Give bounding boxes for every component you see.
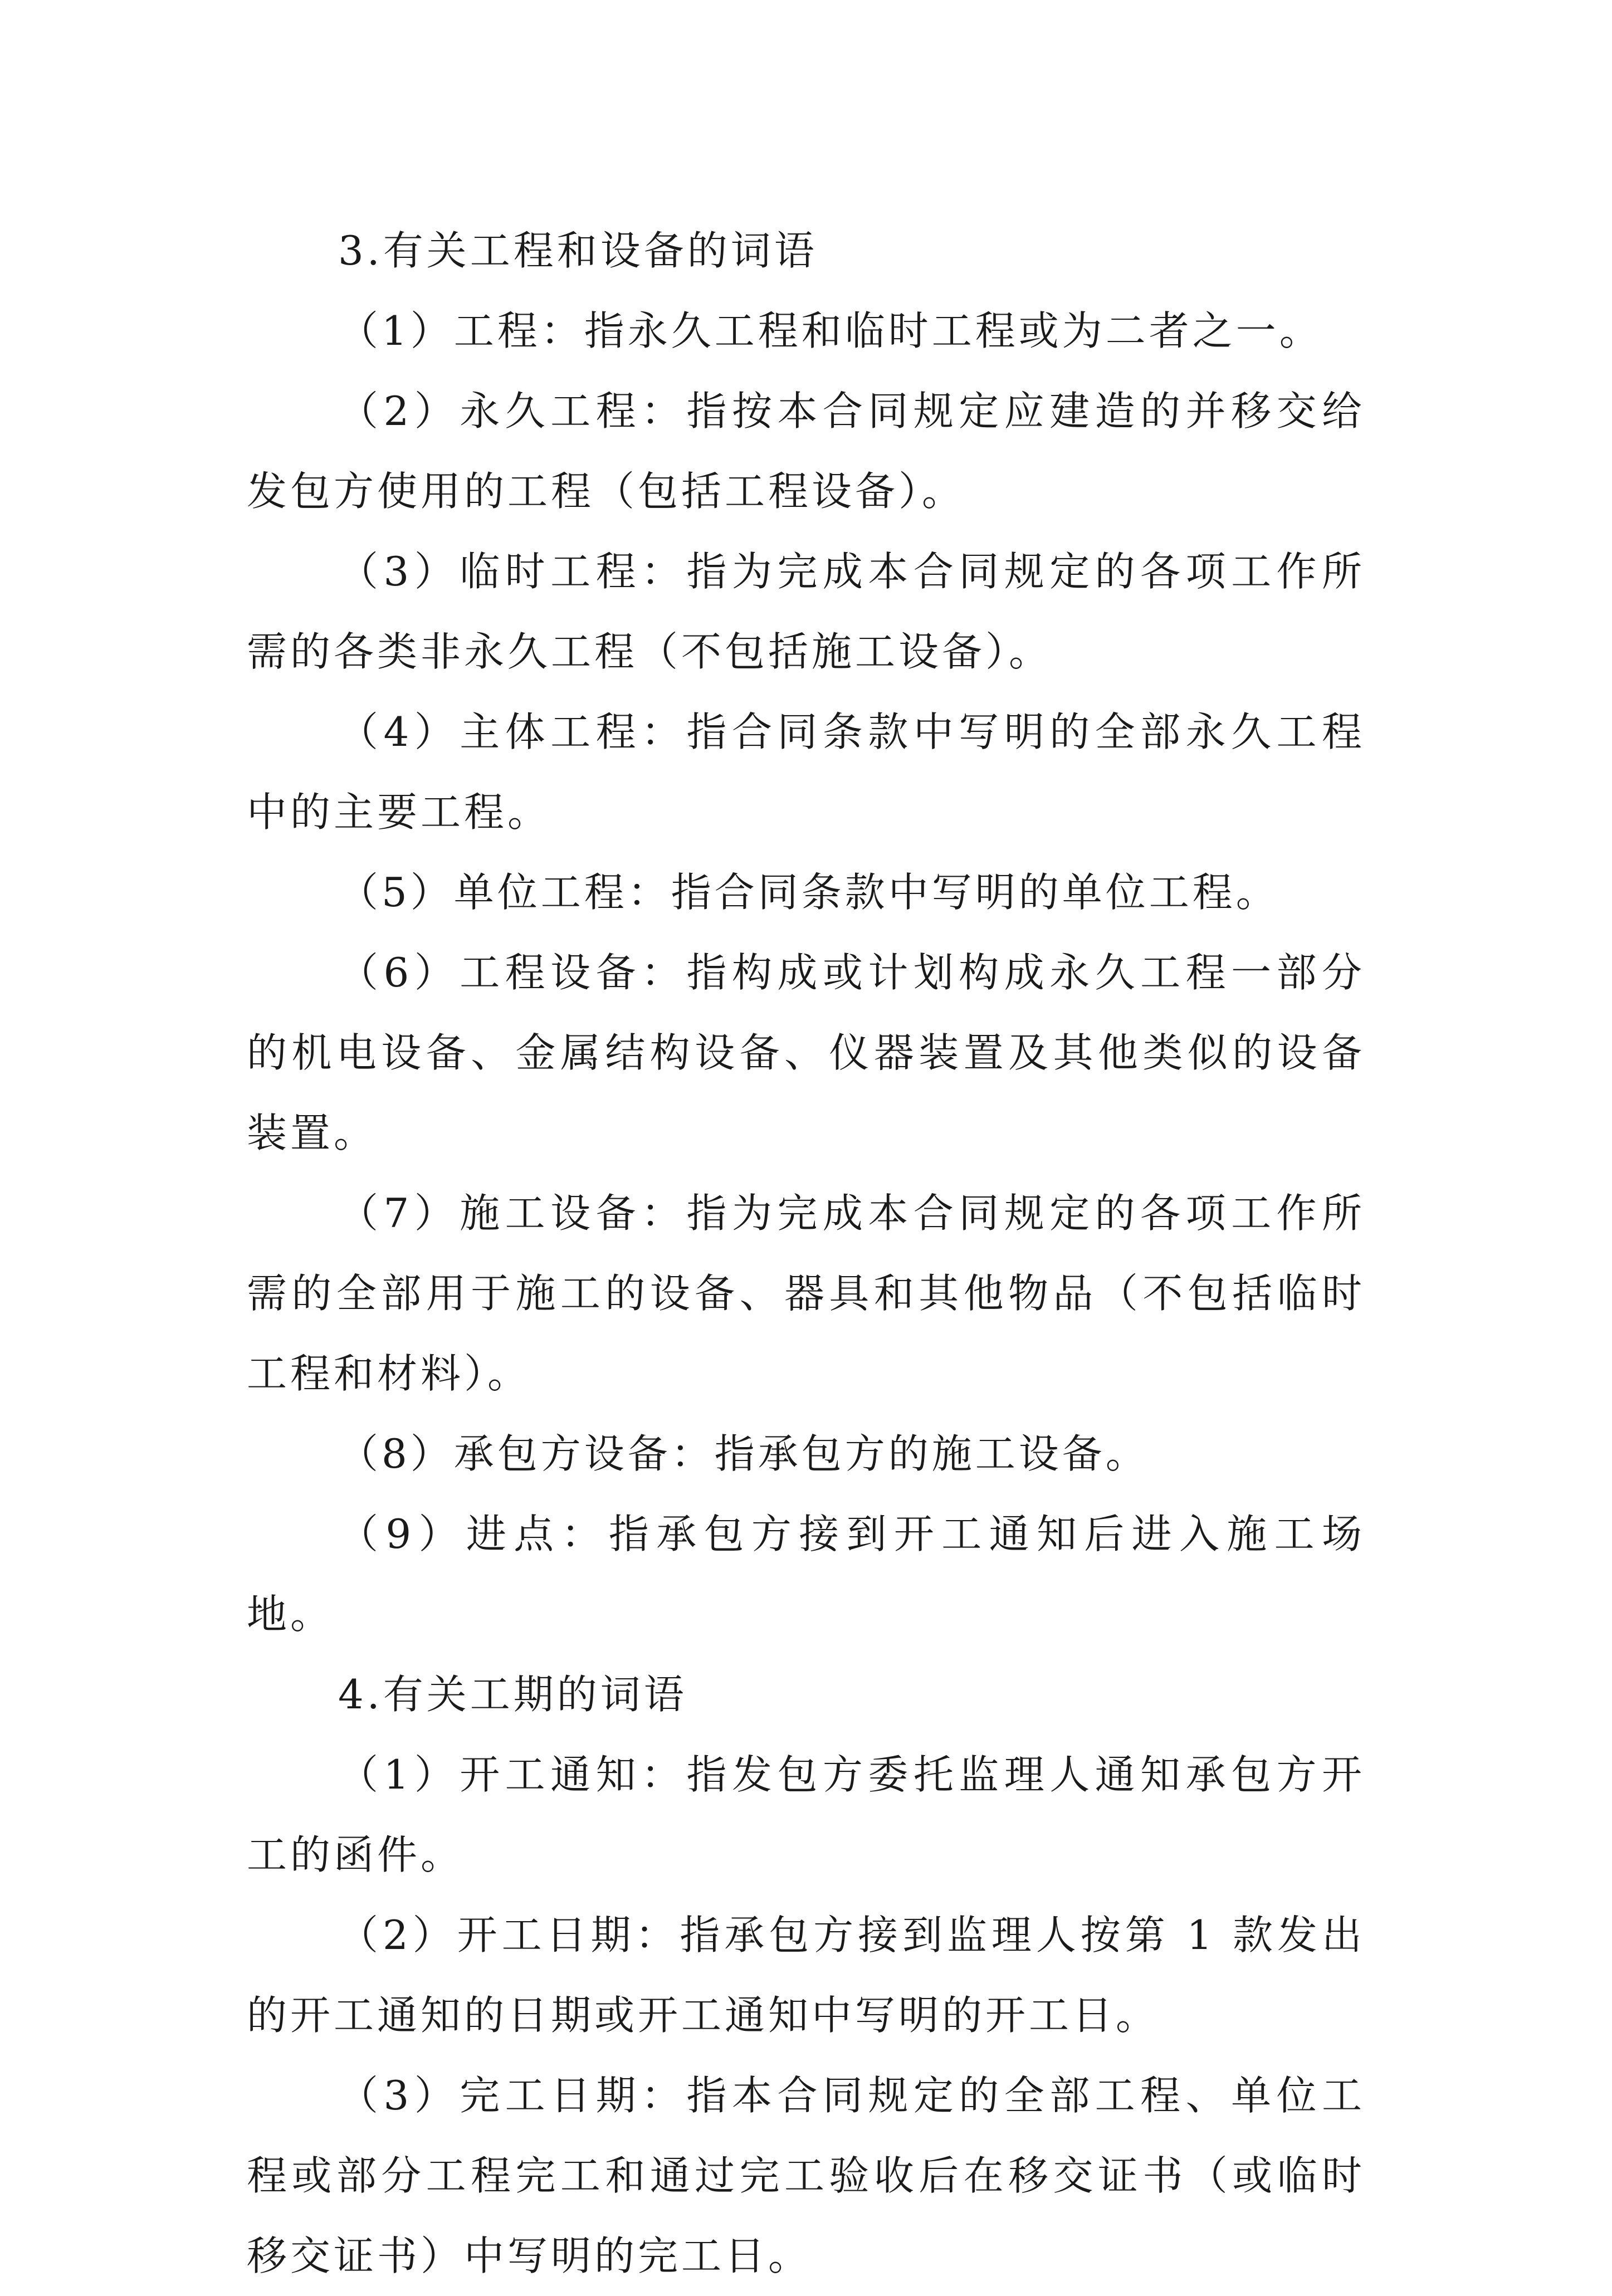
- definition-unit-works: （5）单位工程：指合同条款中写明的单位工程。: [338, 869, 1279, 916]
- definition-temporary-works: （3）临时工程：指为完成本合同规定的各项工作所需的各类非永久工程（不包括施工设备）。: [247, 548, 1365, 675]
- definition-permanent-works: （2）永久工程：指按本合同规定应建造的并移交给发包方使用的工程（包括工程设备）。: [247, 388, 1365, 515]
- document-body: [247, 211, 1365, 2296]
- definition-engineering: （1）工程：指永久工程和临时工程或为二者之一。: [338, 307, 1323, 354]
- definition-construction-equipment: （7）施工设备：指为完成本合同规定的各项工作所需的全部用于施工的设备、器具和其他物品（不包括临时工程和材料）。: [247, 1190, 1365, 1397]
- definition-start-notice: （1）开工通知：指发包方委托监理人通知承包方开工的函件。: [247, 1751, 1365, 1878]
- definition-engineering-equipment: （6）工程设备：指构成或计划构成永久工程一部分的机电设备、金属结构设备、仪器装置及其他类似的设备装置。: [247, 949, 1365, 1156]
- definition-start-date: （2）开工日期：指承包方接到监理人按第 1 款发出的开工通知的日期或开工通知中写明的开工日。: [247, 1912, 1365, 2039]
- section-heading-engineering-terms: 3.有关工程和设备的词语: [338, 227, 818, 274]
- definition-completion-date: （3）完工日期：指本合同规定的全部工程、单位工程或部分工程完工和通过完工验收后在移交证书（或临时移交证书）中写明的完工日。: [247, 2072, 1365, 2279]
- section-heading-schedule-terms: 4.有关工期的词语: [338, 1671, 687, 1718]
- definition-site-entry: （9）进点：指承包方接到开工通知后进入施工场地。: [247, 1511, 1365, 1638]
- definition-contractor-equipment: （8）承包方设备：指承包方的施工设备。: [338, 1430, 1149, 1477]
- definition-main-works: （4）主体工程：指合同条款中写明的全部永久工程中的主要工程。: [247, 709, 1365, 836]
